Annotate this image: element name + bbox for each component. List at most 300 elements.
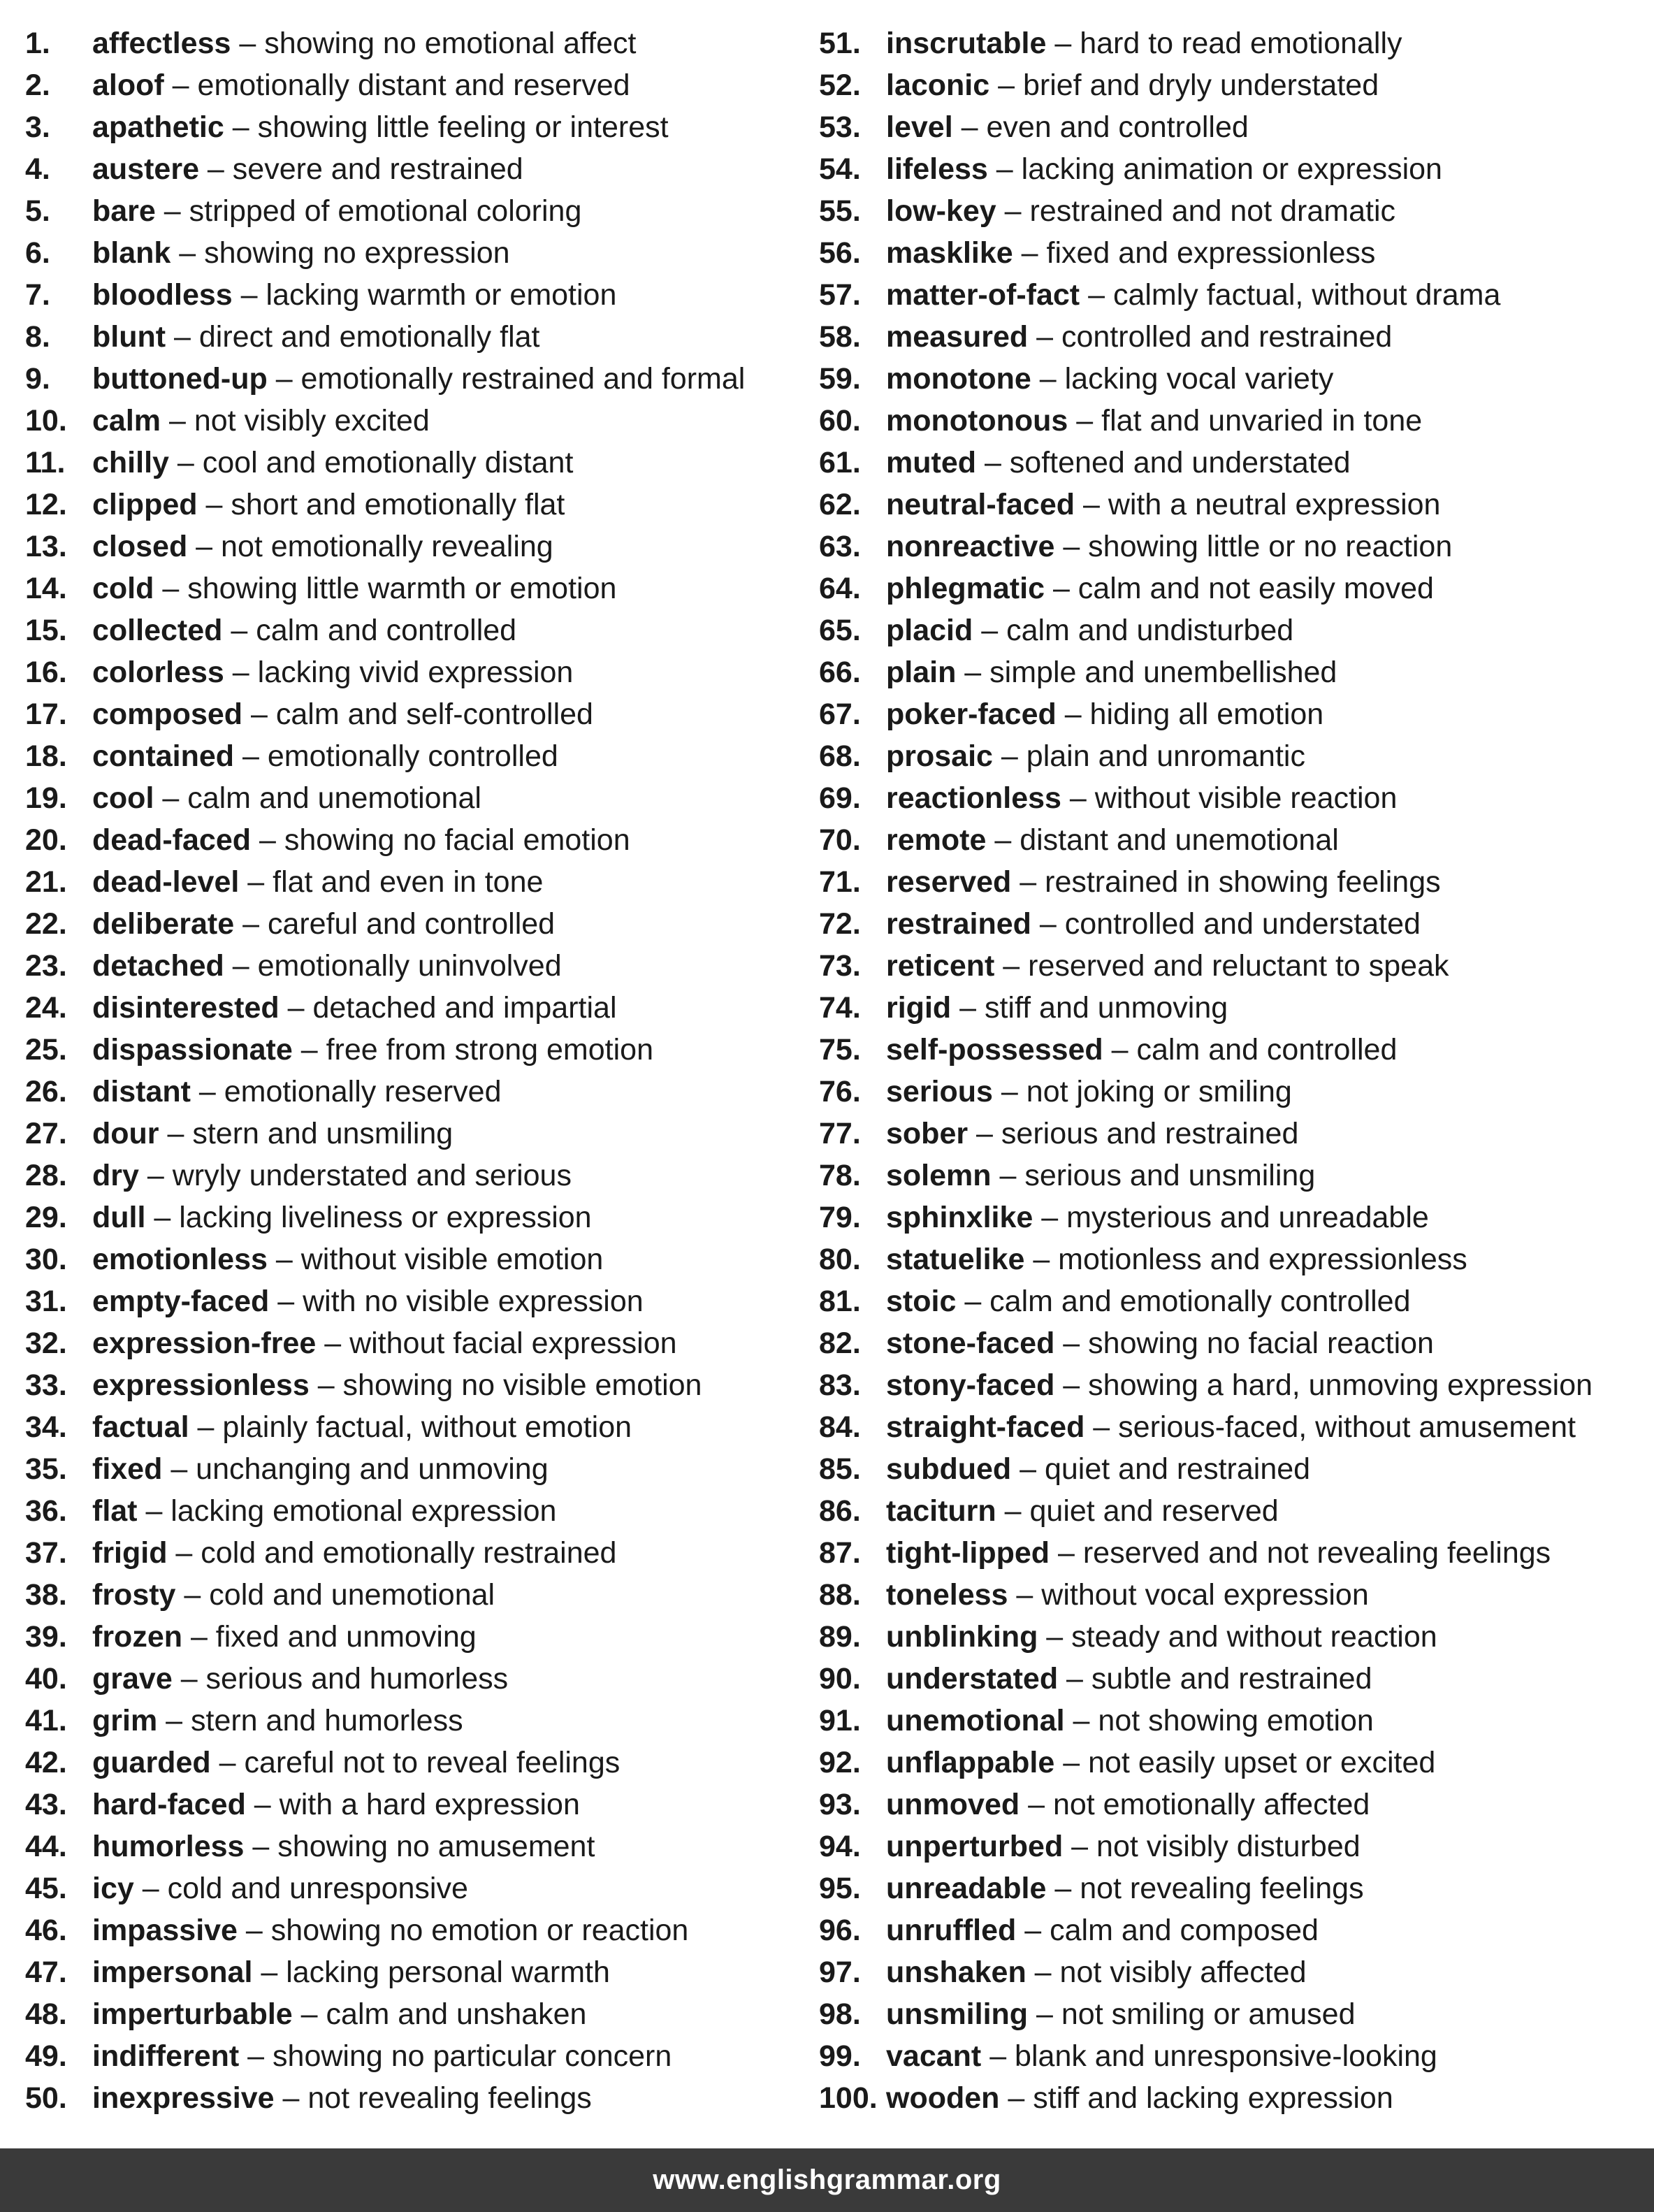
item-word: subdued — [886, 1452, 1012, 1486]
item-definition: – showing no visible emotion — [309, 1368, 702, 1402]
list-item — [25, 1867, 808, 1909]
item-definition: – controlled and restrained — [1028, 320, 1393, 354]
item-word: blank — [92, 236, 171, 270]
item-definition: – softened and understated — [976, 446, 1351, 479]
item-definition: – with no visible expression — [269, 1285, 644, 1318]
item-number: 16. — [25, 656, 67, 689]
list-item — [25, 903, 808, 945]
item-definition: – showing no facial emotion — [251, 823, 630, 857]
list-item — [25, 1993, 808, 2035]
item-definition: – calm and controlled — [1103, 1033, 1398, 1067]
item-word: inexpressive — [92, 2081, 275, 2115]
item-word: lifeless — [886, 152, 988, 186]
item-definition: – showing no amusement — [244, 1830, 595, 1863]
item-number: 47. — [25, 1956, 67, 1989]
item-definition: – simple and unembellished — [956, 656, 1337, 689]
item-number: 61. — [819, 446, 861, 479]
list-item — [819, 1826, 1651, 1867]
list-item — [25, 1700, 808, 1742]
list-item — [819, 609, 1651, 651]
item-word: stony-faced — [886, 1368, 1055, 1402]
list-item — [25, 1448, 808, 1490]
item-word: toneless — [886, 1578, 1008, 1612]
item-definition: – fixed and expressionless — [1013, 236, 1376, 270]
item-word: self-possessed — [886, 1033, 1103, 1067]
item-definition: – subtle and restrained — [1058, 1662, 1372, 1696]
item-number: 35. — [25, 1452, 67, 1486]
item-definition: – detached and impartial — [279, 991, 617, 1025]
item-definition: – showing no particular concern — [239, 2039, 672, 2073]
list-item — [25, 2077, 808, 2119]
item-definition: – serious-faced, without amusement — [1084, 1410, 1576, 1444]
item-definition: – controlled and understated — [1031, 907, 1421, 941]
item-definition: – emotionally controlled — [234, 739, 558, 773]
item-word: distant — [92, 1075, 191, 1108]
list-item — [25, 526, 808, 568]
item-definition: – direct and emotionally flat — [166, 320, 540, 354]
item-definition: – showing no facial reaction — [1054, 1327, 1434, 1360]
list-item — [25, 2035, 808, 2077]
item-number: 76. — [819, 1075, 861, 1108]
item-word: expression-free — [92, 1327, 317, 1360]
item-definition: – calm and not easily moved — [1045, 572, 1434, 605]
item-definition: – calm and undisturbed — [973, 614, 1294, 647]
list-item — [819, 2077, 1651, 2119]
list-item — [819, 1155, 1651, 1197]
item-number: 67. — [819, 697, 861, 731]
list-item — [819, 1784, 1651, 1826]
item-number: 53. — [819, 110, 861, 144]
item-number: 17. — [25, 697, 67, 731]
footer-bar — [0, 2148, 1654, 2212]
list-item — [25, 1113, 808, 1155]
list-item — [25, 1029, 808, 1071]
list-item — [25, 106, 808, 148]
item-word: humorless — [92, 1830, 245, 1863]
item-word: statuelike — [886, 1243, 1025, 1276]
item-word: icy — [92, 1872, 134, 1905]
item-word: austere — [92, 152, 199, 186]
item-word: hard-faced — [92, 1788, 246, 1821]
list-item — [819, 1197, 1651, 1238]
item-word: dry — [92, 1159, 139, 1192]
item-word: unemotional — [886, 1704, 1065, 1737]
item-definition: – with a neutral expression — [1075, 488, 1441, 521]
item-word: sober — [886, 1117, 969, 1150]
item-word: clipped — [92, 488, 198, 521]
item-number: 8. — [25, 320, 50, 354]
list-item — [819, 190, 1651, 232]
item-definition: – without vocal expression — [1008, 1578, 1369, 1612]
item-definition: – lacking personal warmth — [252, 1956, 610, 1989]
item-word: chilly — [92, 446, 169, 479]
item-definition: – cold and unemotional — [175, 1578, 495, 1612]
item-definition: – lacking liveliness or expression — [145, 1201, 592, 1234]
item-word: reserved — [886, 865, 1012, 899]
list-item — [25, 735, 808, 777]
list-item — [25, 1280, 808, 1322]
item-number: 27. — [25, 1117, 67, 1150]
item-definition: – not visibly excited — [161, 404, 430, 438]
list-item — [25, 1238, 808, 1280]
item-definition: – unchanging and unmoving — [162, 1452, 549, 1486]
list-item — [819, 1364, 1651, 1406]
item-number: 22. — [25, 907, 67, 941]
item-word: laconic — [886, 68, 990, 102]
list-item — [819, 484, 1651, 526]
item-number: 18. — [25, 739, 67, 773]
item-word: dispassionate — [92, 1033, 293, 1067]
item-word: wooden — [886, 2081, 1000, 2115]
item-definition: – quiet and restrained — [1011, 1452, 1311, 1486]
item-number: 88. — [819, 1578, 861, 1612]
item-word: frozen — [92, 1620, 182, 1654]
item-number: 91. — [819, 1704, 861, 1737]
item-definition: – stiff and unmoving — [951, 991, 1228, 1025]
item-definition: – quiet and reserved — [996, 1494, 1279, 1528]
list-item — [819, 903, 1651, 945]
right-column — [819, 22, 1651, 2119]
list-item — [819, 1574, 1651, 1616]
item-number: 1. — [25, 27, 50, 60]
item-number: 45. — [25, 1872, 67, 1905]
item-word: nonreactive — [886, 530, 1055, 563]
list-item — [819, 316, 1651, 358]
item-word: dead-level — [92, 865, 240, 899]
item-definition: – emotionally uninvolved — [224, 949, 562, 983]
item-word: apathetic — [92, 110, 224, 144]
item-number: 29. — [25, 1201, 67, 1234]
item-definition: – flat and even in tone — [239, 865, 544, 899]
list-item — [819, 1071, 1651, 1113]
item-number: 87. — [819, 1536, 861, 1570]
item-number: 74. — [819, 991, 861, 1025]
list-item — [819, 1909, 1651, 1951]
item-definition: – emotionally distant and reserved — [164, 68, 630, 102]
item-word: blunt — [92, 320, 166, 354]
item-word: contained — [92, 739, 235, 773]
item-number: 98. — [819, 1997, 861, 2031]
item-definition: – brief and dryly understated — [989, 68, 1379, 102]
item-number: 75. — [819, 1033, 861, 1067]
item-definition: – not emotionally affected — [1020, 1788, 1370, 1821]
item-definition: – blank and unresponsive-looking — [981, 2039, 1437, 2073]
list-item — [25, 1322, 808, 1364]
item-word: inscrutable — [886, 27, 1047, 60]
item-number: 5. — [25, 194, 50, 228]
list-item — [819, 1322, 1651, 1364]
item-definition: – hard to read emotionally — [1046, 27, 1402, 60]
item-definition: – reserved and not revealing feelings — [1050, 1536, 1551, 1570]
item-definition: – without visible reaction — [1061, 781, 1398, 815]
item-number: 68. — [819, 739, 861, 773]
item-number: 84. — [819, 1410, 861, 1444]
item-number: 79. — [819, 1201, 861, 1234]
item-number: 81. — [819, 1285, 861, 1318]
list-item — [25, 1490, 808, 1532]
item-number: 89. — [819, 1620, 861, 1654]
list-item — [25, 1364, 808, 1406]
item-definition: – calm and emotionally controlled — [956, 1285, 1411, 1318]
item-definition: – stripped of emotional coloring — [155, 194, 582, 228]
item-definition: – stiff and lacking expression — [999, 2081, 1393, 2115]
item-word: composed — [92, 697, 243, 731]
item-number: 64. — [819, 572, 861, 605]
list-item — [819, 1742, 1651, 1784]
list-item — [819, 232, 1651, 274]
list-item — [819, 1867, 1651, 1909]
item-word: measured — [886, 320, 1029, 354]
item-definition: – careful and controlled — [234, 907, 556, 941]
list-item — [819, 22, 1651, 64]
item-definition: – calm and controlled — [222, 614, 517, 647]
item-number: 83. — [819, 1368, 861, 1402]
item-number: 38. — [25, 1578, 67, 1612]
item-word: guarded — [92, 1746, 211, 1779]
item-number: 99. — [819, 2039, 861, 2073]
item-definition: – cold and emotionally restrained — [167, 1536, 617, 1570]
item-word: plain — [886, 656, 957, 689]
item-number: 54. — [819, 152, 861, 186]
item-word: reactionless — [886, 781, 1061, 815]
item-definition: – even and controlled — [952, 110, 1249, 144]
item-word: serious — [886, 1075, 993, 1108]
item-number: 95. — [819, 1872, 861, 1905]
item-definition: – hiding all emotion — [1056, 697, 1324, 731]
item-number: 46. — [25, 1914, 67, 1947]
item-word: cool — [92, 781, 154, 815]
item-word: imperturbable — [92, 1997, 293, 2031]
item-word: unshaken — [886, 1956, 1027, 1989]
item-word: prosaic — [886, 739, 993, 773]
item-number: 69. — [819, 781, 861, 815]
item-word: disinterested — [92, 991, 280, 1025]
item-word: empty-faced — [92, 1285, 270, 1318]
list-item — [25, 861, 808, 903]
item-definition: – showing no emotional affect — [231, 27, 637, 60]
item-number: 44. — [25, 1830, 67, 1863]
item-number: 59. — [819, 362, 861, 396]
list-item — [25, 609, 808, 651]
item-number: 52. — [819, 68, 861, 102]
list-item — [25, 1909, 808, 1951]
item-number: 9. — [25, 362, 50, 396]
list-item — [819, 735, 1651, 777]
item-word: affectless — [92, 27, 231, 60]
list-item — [25, 1951, 808, 1993]
item-word: aloof — [92, 68, 164, 102]
item-definition: – lacking vocal variety — [1031, 362, 1334, 396]
item-word: indifferent — [92, 2039, 240, 2073]
list-item — [819, 777, 1651, 819]
list-item — [819, 945, 1651, 987]
item-number: 42. — [25, 1746, 67, 1779]
item-number: 66. — [819, 656, 861, 689]
item-number: 73. — [819, 949, 861, 983]
item-word: grim — [92, 1704, 158, 1737]
item-word: frigid — [92, 1536, 168, 1570]
item-number: 43. — [25, 1788, 67, 1821]
item-number: 78. — [819, 1159, 861, 1192]
item-definition: – calm and unemotional — [154, 781, 481, 815]
item-word: restrained — [886, 907, 1031, 941]
item-definition: – lacking animation or expression — [987, 152, 1442, 186]
item-number: 92. — [819, 1746, 861, 1779]
item-definition: – lacking emotional expression — [137, 1494, 557, 1528]
item-number: 50. — [25, 2081, 67, 2115]
item-number: 12. — [25, 488, 67, 521]
item-definition: – calm and composed — [1016, 1914, 1319, 1947]
item-definition: – emotionally reserved — [190, 1075, 502, 1108]
list-item — [25, 1658, 808, 1700]
item-word: muted — [886, 446, 976, 479]
item-number: 30. — [25, 1243, 67, 1276]
item-word: vacant — [886, 2039, 982, 2073]
item-definition: – not joking or smiling — [992, 1075, 1292, 1108]
item-number: 62. — [819, 488, 861, 521]
item-number: 86. — [819, 1494, 861, 1528]
item-word: expressionless — [92, 1368, 310, 1402]
item-word: stoic — [886, 1285, 957, 1318]
item-number: 56. — [819, 236, 861, 270]
item-number: 85. — [819, 1452, 861, 1486]
item-word: sphinxlike — [886, 1201, 1033, 1234]
item-word: bare — [92, 194, 156, 228]
list-item — [25, 64, 808, 106]
item-number: 2. — [25, 68, 50, 102]
list-item — [819, 651, 1651, 693]
item-word: bloodless — [92, 278, 233, 312]
item-word: fixed — [92, 1452, 163, 1486]
item-definition: – short and emotionally flat — [197, 488, 565, 521]
list-item — [819, 1616, 1651, 1658]
item-definition: – showing little feeling or interest — [224, 110, 669, 144]
list-item — [819, 987, 1651, 1029]
item-definition: – careful not to reveal feelings — [210, 1746, 621, 1779]
list-item — [25, 358, 808, 400]
item-definition: – calm and unshaken — [292, 1997, 587, 2031]
item-definition: – calm and self-controlled — [242, 697, 593, 731]
item-number: 24. — [25, 991, 67, 1025]
list-item — [25, 987, 808, 1029]
list-item — [25, 819, 808, 861]
item-number: 37. — [25, 1536, 67, 1570]
list-item — [819, 1700, 1651, 1742]
item-word: level — [886, 110, 953, 144]
list-item — [819, 1658, 1651, 1700]
item-word: impersonal — [92, 1956, 253, 1989]
item-number: 11. — [25, 446, 66, 479]
item-number: 70. — [819, 823, 861, 857]
item-definition: – showing little warmth or emotion — [154, 572, 617, 605]
item-word: cold — [92, 572, 154, 605]
list-item — [25, 22, 808, 64]
item-word: matter-of-fact — [886, 278, 1080, 312]
item-number: 97. — [819, 1956, 861, 1989]
item-number: 60. — [819, 404, 861, 438]
item-word: closed — [92, 530, 188, 563]
item-definition: – serious and restrained — [968, 1117, 1299, 1150]
item-word: stone-faced — [886, 1327, 1055, 1360]
list-item — [819, 1113, 1651, 1155]
list-item — [819, 64, 1651, 106]
item-definition: – free from strong emotion — [292, 1033, 653, 1067]
list-item — [819, 106, 1651, 148]
item-number: 93. — [819, 1788, 861, 1821]
item-number: 65. — [819, 614, 861, 647]
item-word: unsmiling — [886, 1997, 1029, 2031]
item-word: dull — [92, 1201, 146, 1234]
list-item — [819, 1406, 1651, 1448]
item-number: 57. — [819, 278, 861, 312]
item-number: 3. — [25, 110, 50, 144]
item-definition: – cold and unresponsive — [133, 1872, 468, 1905]
list-item — [25, 1155, 808, 1197]
list-item — [819, 1490, 1651, 1532]
item-definition: – stern and humorless — [157, 1704, 463, 1737]
item-definition: – not smiling or amused — [1028, 1997, 1356, 2031]
item-number: 15. — [25, 614, 67, 647]
list-item — [25, 1197, 808, 1238]
item-number: 7. — [25, 278, 50, 312]
list-item — [819, 358, 1651, 400]
word-list — [0, 22, 1654, 2113]
list-item — [25, 190, 808, 232]
list-item — [25, 274, 808, 316]
item-number: 10. — [25, 404, 67, 438]
item-word: monotone — [886, 362, 1031, 396]
item-word: low-key — [886, 194, 996, 228]
item-definition: – not visibly disturbed — [1063, 1830, 1361, 1863]
item-number: 31. — [25, 1285, 67, 1318]
item-definition: – showing a hard, unmoving expression — [1054, 1368, 1593, 1402]
list-item — [819, 2035, 1651, 2077]
list-item — [25, 442, 808, 484]
item-number: 34. — [25, 1410, 67, 1444]
list-item — [819, 1993, 1651, 2035]
list-item — [25, 1826, 808, 1867]
list-item — [25, 1784, 808, 1826]
left-column — [25, 22, 808, 2119]
list-item — [819, 1532, 1651, 1574]
item-number: 63. — [819, 530, 861, 563]
list-item — [25, 1616, 808, 1658]
item-definition: – motionless and expressionless — [1024, 1243, 1467, 1276]
item-number: 51. — [819, 27, 861, 60]
item-definition: – showing little or no reaction — [1054, 530, 1453, 563]
item-word: dour — [92, 1117, 159, 1150]
item-number: 14. — [25, 572, 67, 605]
item-definition: – cool and emotionally distant — [168, 446, 574, 479]
item-definition: – serious and unsmiling — [991, 1159, 1316, 1192]
item-word: colorless — [92, 656, 224, 689]
item-word: taciturn — [886, 1494, 996, 1528]
item-definition: – fixed and unmoving — [182, 1620, 477, 1654]
item-word: masklike — [886, 236, 1013, 270]
list-item — [819, 819, 1651, 861]
item-number: 21. — [25, 865, 67, 899]
list-item — [25, 1406, 808, 1448]
item-word: remote — [886, 823, 987, 857]
item-word: phlegmatic — [886, 572, 1045, 605]
item-definition: – showing no expression — [171, 236, 510, 270]
item-definition: – without visible emotion — [267, 1243, 604, 1276]
list-item — [819, 526, 1651, 568]
item-word: unflappable — [886, 1746, 1055, 1779]
list-item — [819, 148, 1651, 190]
item-word: flat — [92, 1494, 138, 1528]
item-definition: – without facial expression — [316, 1327, 677, 1360]
